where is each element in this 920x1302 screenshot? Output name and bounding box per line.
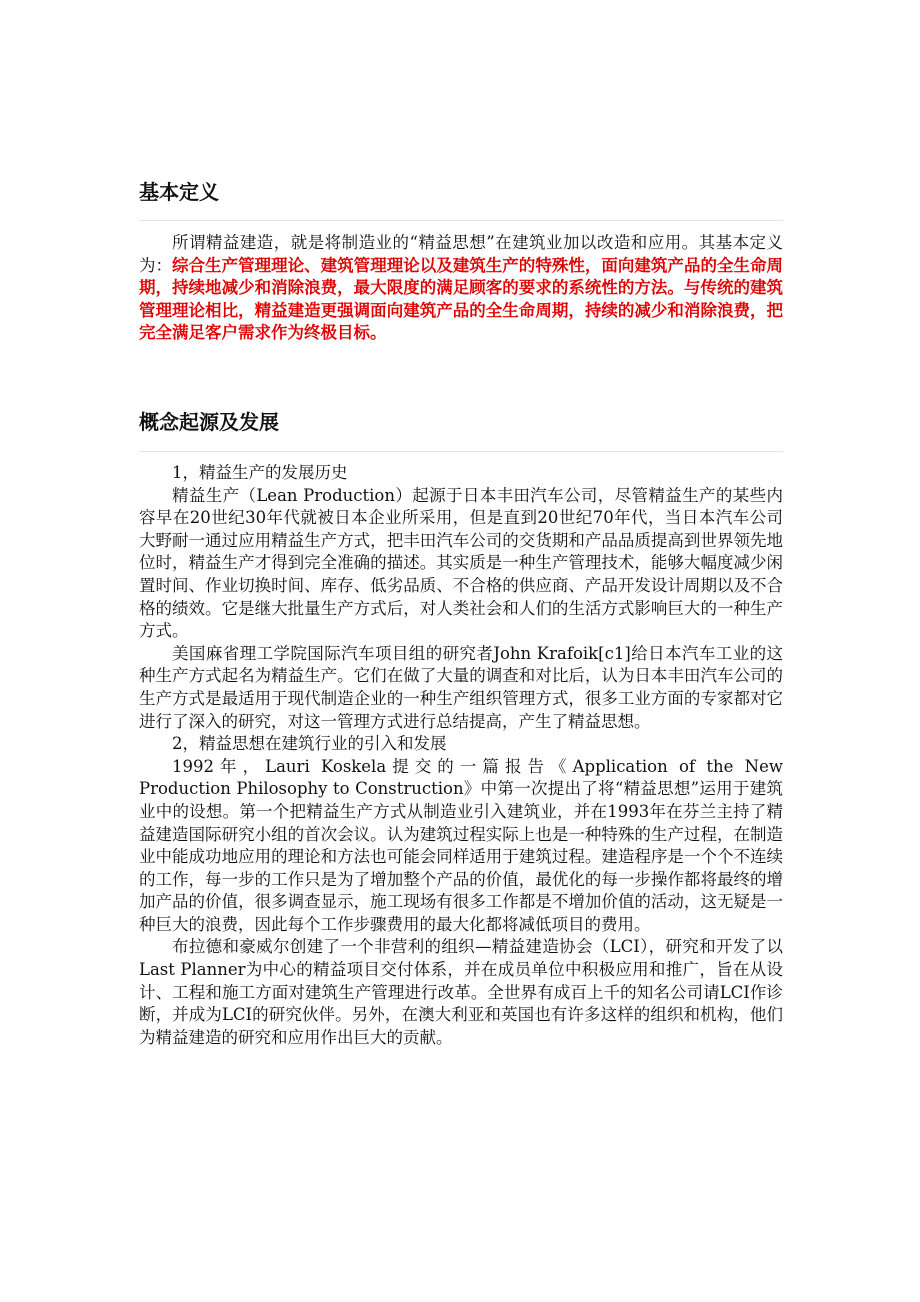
section-heading-basic-definition: 基本定义 bbox=[139, 180, 219, 204]
definition-intro: 所谓精益建造，就是将制造业的“精益思想”在建筑业加以改造和应用。其基本定义为： bbox=[139, 233, 783, 275]
subheading-lean-production-history: 1，精益生产的发展历史 bbox=[172, 463, 348, 482]
section-heading-origin-development: 概念起源及发展 bbox=[139, 410, 279, 434]
section-divider bbox=[139, 220, 783, 221]
section-divider bbox=[139, 451, 783, 452]
paragraph-lean-production-origin: 精益生产（Lean Production）起源于日本丰田汽车公司，尽管精益生产的某些内容早在20世纪30年代就被日本企业所采用，但是直到20世纪70年代，当日本汽车公司大野耐一通过应用精益生产方式，把丰田汽车公司的交货期和产品品质提高到世界领先地位时，精益生产才得到完全准确的描述。其实质是一种生产管理技术，能够大幅度减少闲置时间、作业切换时间、库存、低劣品质、不合格的供应商、产品开发设计周期以及不合格的绩效。它是继大批量生产方式后，对人类社会和人们的生活方式影响巨大的一种生产方式。 bbox=[139, 485, 783, 641]
paragraph-koskela-report: 1992年，Lauri Koskela提交的一篇报告《Application of the New Production Philosophy to Construction》中第一次提出了将“精益思想”运用于建筑业中的设想。第一个把精益生产方式从制造业引入建筑业，并在1993年在芬兰主持了精益建造国际研究小组的首次会议。认为建筑过程实际上也是一种特殊的生产过程，在制造业中能成功地应用的理论和方法也可能会同样适用于建筑过程。建造程序是一个个不连续的工作，每一步的工作只是为了增加整个产品的价值，最优化的每一步操作都将最终的增加产品的价值，很多调查显示，施工现场有很多工作都是不增加价值的活动，这无疑是一种巨大的浪费，因此每个工作步骤费用的最大化都将减低项目的费用。 bbox=[139, 756, 783, 934]
paragraph-mit-naming: 美国麻省理工学院国际汽车项目组的研究者John Krafoik[c1]给日本汽车工业的这种生产方式起名为精益生产。它们在做了大量的调查和对比后，认为日本丰田汽车公司的生产方式是最适用于现代制造企业的一种生产组织管理方式，很多工业方面的专家都对它进行了深入的研究，对这一管理方式进行总结提高，产生了精益思想。 bbox=[139, 643, 783, 731]
definition-paragraph bbox=[139, 232, 783, 345]
paragraph-lci: 布拉德和豪威尔创建了一个非营利的组织—精益建造协会（LCI），研究和开发了以Last Planner为中心的精益项目交付体系，并在成员单位中积极应用和推广，旨在从设计、工程和施工方面对建筑生产管理进行改革。全世界有成百上千的知名公司请LCI作诊断，并成为LCI的研究伙伴。另外，在澳大利亚和英国也有许多这样的组织和机构，他们为精益建造的研究和应用作出巨大的贡献。 bbox=[139, 937, 783, 1047]
origin-body bbox=[0, 462, 920, 1049]
definition-highlight: 综合生产管理理论、建筑管理理论以及建筑生产的特殊性，面向建筑产品的全生命周期，持续地减少和消除浪费，最大限度的满足顾客的要求的系统性的方法。与传统的建筑管理理论相比，精益建造更强调面向建筑产品的全生命周期，持续的减少和消除浪费，把完全满足客户需求作为终极目标。 bbox=[139, 255, 784, 343]
subheading-lean-in-construction: 2，精益思想在建筑行业的引入和发展 bbox=[172, 734, 447, 754]
